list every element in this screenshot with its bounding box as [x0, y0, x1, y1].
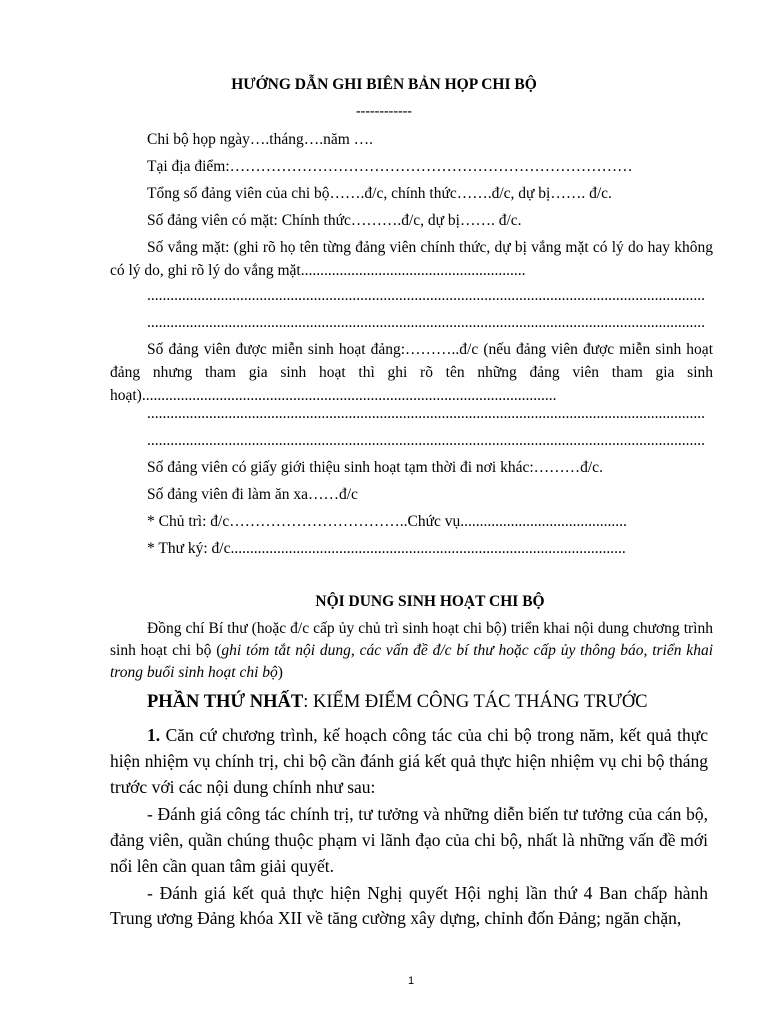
item-1-paragraph	[110, 722, 708, 800]
section-title	[147, 689, 727, 715]
intro-text: Đồng chí Bí thư (hoặc đ/c cấp ủy chủ trì sinh hoạt chi bộ) triển khai nội dung chương trình sinh hoạt chi bộ (	[110, 620, 713, 659]
fill-line: ................................................................................................................................................	[147, 432, 705, 449]
exempt-members-paragraph: Số đảng viên được miễn sinh hoạt đảng:………..đ/c (nếu đảng viên được miễn sinh hoạt đảng nhưng tham gia sinh hoạt thì ghi rõ tên những đảng viên tham gia sinh hoạt)...........................................................................................................	[110, 341, 713, 404]
bullet-resolution-paragraph: - Đánh giá kết quả thực hiện Nghị quyết Hội nghị lần thứ 4 Ban chấp hành Trung ương Đảng khóa XII về tăng cường xây dựng, chỉnh đốn Đảng; ngăn chặn,	[110, 883, 708, 928]
location-line: Tại địa điểm:……………………………………………………………………	[147, 158, 633, 175]
intro-close: )	[277, 664, 283, 681]
fill-line: ................................................................................................................................................	[147, 314, 705, 331]
temporary-transfer-line: Số đảng viên có giấy giới thiệu sinh hoạt tạm thời đi nơi khác:………đ/c.	[147, 459, 603, 476]
document-title: HƯỚNG DẪN GHI BIÊN BẢN HỌP CHI BỘ	[231, 76, 537, 93]
bullet-political-paragraph: - Đánh giá công tác chính trị, tư tưởng và những diễn biến tư tưởng của cán bộ, đảng viên, quần chúng thuộc phạm vi lãnh đạo của chi bộ, nhất là những vấn đề mới nổi lên cần quan tâm giải quyết.	[110, 804, 708, 876]
fill-line: ................................................................................................................................................	[147, 287, 705, 304]
secretary-line: * Thư ký: đ/c......................................................................................................	[147, 540, 626, 557]
item-1-text: Căn cứ chương trình, kế hoạch công tác của chi bộ trong năm, kết quả thực hiện nhiệm vụ chính trị, chi bộ cần đánh giá kết quả thực hiện nhiệm vụ chi bộ tháng trước với các nội dung chính như sau:	[110, 725, 708, 797]
fill-line: ................................................................................................................................................	[147, 405, 705, 422]
total-members-line: Tổng số đảng viên của chi bộ…….đ/c, chính thức…….đ/c, dự bị……. đ/c.	[147, 185, 612, 202]
page-number: 1	[407, 975, 415, 987]
section-title-rest: : KIỂM ĐIỂM CÔNG TÁC THÁNG TRƯỚC	[303, 692, 648, 712]
intro-paragraph	[110, 618, 713, 684]
content-heading: NỘI DUNG SINH HOẠT CHI BỘ	[315, 593, 545, 610]
title-separator: ------------	[356, 104, 412, 119]
present-members-line: Số đảng viên có mặt: Chính thức……….đ/c, dự bị……. đ/c.	[147, 212, 522, 229]
absent-members-paragraph: Số vắng mặt: (ghi rõ họ tên từng đảng viên chính thức, dự bị vắng mặt có lý do hay không có lý do, ghi rõ lý do vắng mặt..........................................................	[110, 239, 713, 279]
chair-line: * Chủ trì: đ/c……………………………..Chức vụ...........................................	[147, 513, 627, 530]
section-title-bold: PHẦN THỨ NHẤT	[147, 692, 304, 712]
meeting-date-line: Chi bộ họp ngày….tháng….năm ….	[147, 131, 374, 148]
intro-italic-text: ghi tóm tắt nội dung, các vấn đề đ/c bí thư hoặc cấp ủy thông báo, triển khai trong buổi sinh hoạt chi bộ	[110, 642, 713, 681]
item-1-number: 1.	[147, 725, 161, 745]
working-away-line: Số đảng viên đi làm ăn xa……đ/c	[147, 486, 358, 503]
